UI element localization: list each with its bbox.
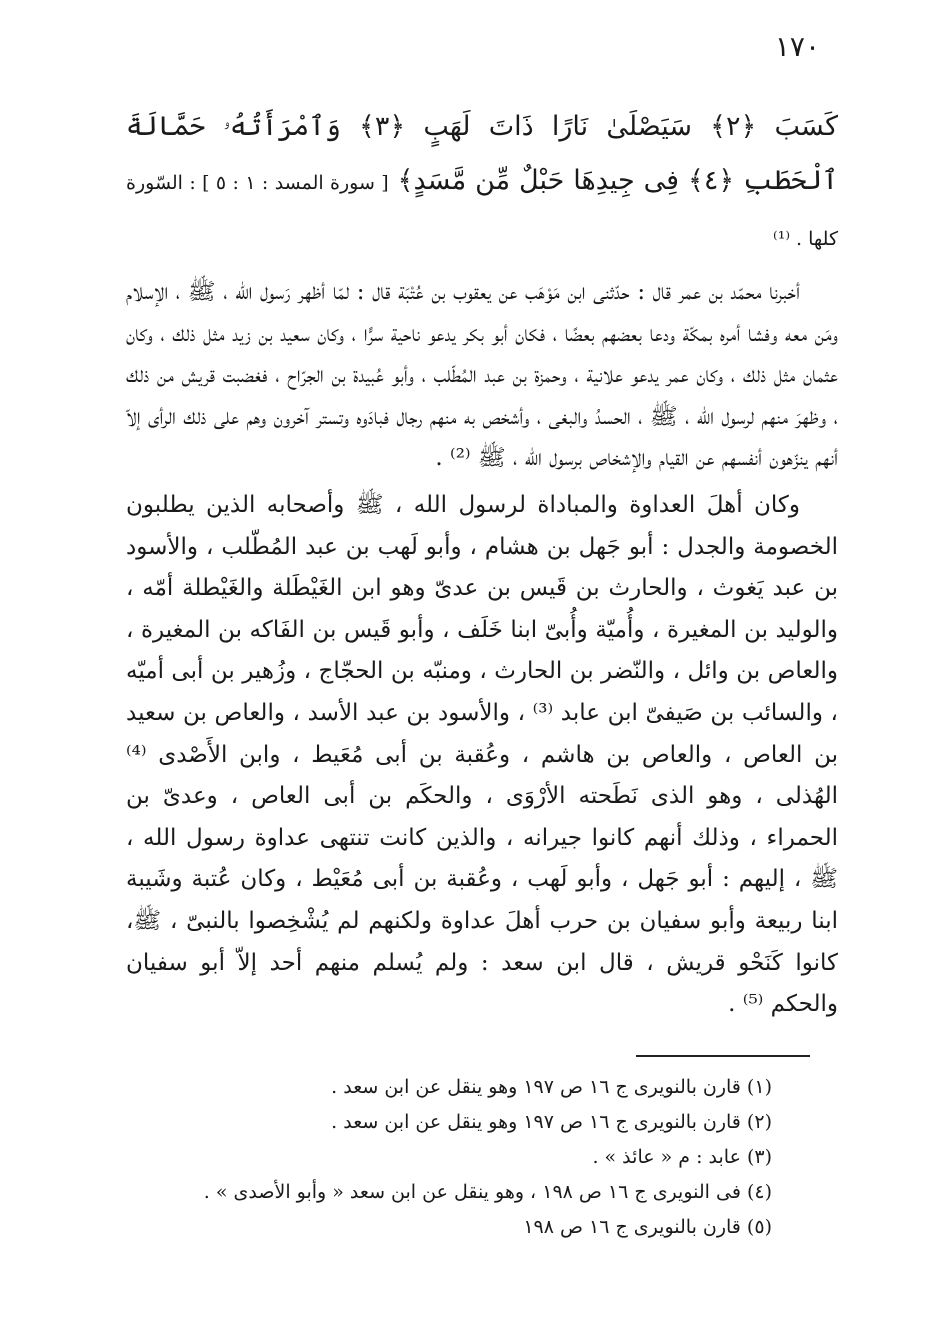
footnote-3: (٣) عابد : م « عائذ » . [592, 1146, 772, 1168]
footnotes [152, 1070, 772, 1245]
paragraph-2: وكان أهلَ العداوة والمباداة لرسول الله ، ﷺ وأصحابه الذين يطلبون الخصومة والجدل : أبو جَهل بن هشام ، وأبو لَهب بن عبد المُطّلب ، والأسود بن عبد يَغوث ، والحارث بن قَيس بن عدىّ وهو ابن الغَيْطَلة والغَيْطلة أمّه ، والوليد بن المغيرة ، وأُميّة وأُبىّ ابنا خَلَف ، وأبو قَيس بن الفَاكه بن المغيرة ، والعاص بن وائل ، والنّضر بن الحارث ، ومنبّه بن الحجّاج ، وزُهير بن أبى أميّه ، والسائب بن صَيفىّ ابن عابد ⁽³⁾ ، والأسود بن عبد الأسد ، والعاص بن سعيد بن العاص ، والعاص بن هاشم ، وعُقبة بن أبى مُعَيط ، وابن الأَصْدى ⁽⁴⁾ الهُذلى ، وهو الذى نَطَحته الأرْوَى ، والحكَم بن أبى العاص ، وعدىّ بن الحمراء ، وذلك أنهم كانوا جيرانه ، والذين كانت تنتهى عداوة رسول الله ، ﷺ ، إليهم : أبو جَهل ، وأبو لَهب ، وعُقبة بن أبى مُعَيْط ، وكان عُتبة وشَيبة ابنا ربيعة وأبو سفيان بن حرب أهلَ عداوة ولكنهم لم يُشْخِصوا بالنبىّ ، ﷺ، كانوا كَنَحْو قريش ، قال ابن سعد : ولم يُسلم منهم أحد إلاّ أبو سفيان والحكم ⁽⁵⁾ . [126, 491, 838, 1018]
footnote-2: (٢) قارن بالنويرى ج ١٦ ص ١٩٧ وهو ينقل عن ابن سعد . [331, 1111, 772, 1133]
quran-reference: [ سورة المسد : ١ : ٥ ] : السّورة كلها . ⁽¹⁾ [126, 172, 838, 250]
footnote-5: (٥) قارن بالنويرى ج ١٦ ص ١٩٨ [523, 1216, 772, 1238]
paragraph-1: أخبرنا محمّد بن عمر قال : حدّثنى ابن مَوْهَب عن يعقوب بن عُتْبَة قال : لمّا أظهر رَسول الله ، ﷺ ، الإسلام ومَن معه وفشا أمره بمكّة ودعا بعضهم بعضًا ، فكان أبو بكر يدعو ناحية سرًّا ، وكان سعيد بن زيد مثل ذلك ، وكان عثمان مثل ذلك ، وكان عمر يدعو علانية ، وحمزة بن عبد المُطّلب ، وأبو عُبيدة بن الجرّاح ، فغضبت قريش من ذلك ، وظهرَ منهم لرسول الله ، ﷺ ، الحسدُ والبغى ، وأشخص به منهم رجال فبادَوه وتستر آخرون وهم على ذلك الرأى إلاّ أنهم ينزّهون أنفسهم عن القيام والإشخاص برسول الله ، ﷺ ⁽²⁾ . [126, 279, 838, 472]
footnote-4: (٤) فى النويرى ج ١٦ ص ١٩٨ ، وهو ينقل عن ابن سعد « وأبو الأصدى » . [203, 1181, 772, 1203]
main-text [126, 100, 838, 1031]
page-number: ١٧٠ [774, 30, 820, 63]
quran-verse-block [126, 100, 838, 266]
footnote-divider [636, 1055, 810, 1057]
footnote-1: (١) قارن بالنويرى ج ١٦ ص ١٩٧ وهو ينقل عن ابن سعد . [331, 1076, 772, 1098]
quran-verse-text: كَسَبَ ﴿٢﴾ سَيَصْلَىٰ نَارًا ذَاتَ لَهَبٍ ﴿٣﴾ وَٱمْرَأَتُهُۥ حَمَّالَةَ ٱلْحَطَبِ ﴿٤﴾ فِى جِيدِهَا حَبْلٌ مِّن مَّسَدٍ﴾ [126, 111, 839, 196]
